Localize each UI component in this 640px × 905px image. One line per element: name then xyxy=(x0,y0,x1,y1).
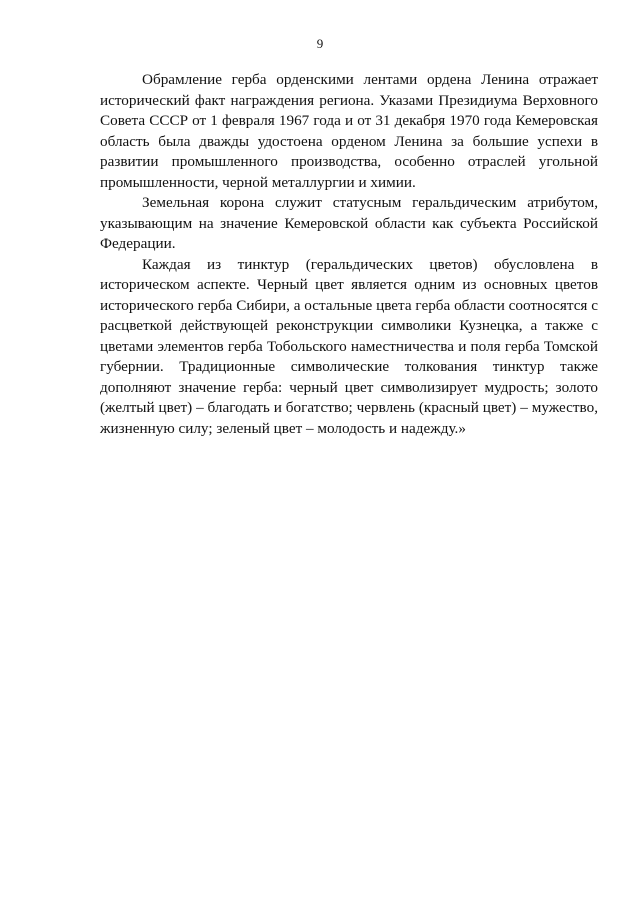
body-text xyxy=(100,70,598,439)
paragraph-order-ribbons: Обрамление герба орденскими лентами ордена Ленина отражает исторический факт награждения региона. Указами Президиума Верховного Совета СССР от 1 февраля 1967 года и от 31 декабря 1970 года Кемеровская область была дважды удостоена орденом Ленина за большие успехи в развитии промышленного производства, особенно отраслей угольной промышленности, черной металлургии и химии. xyxy=(100,71,598,191)
page-number: 9 xyxy=(316,36,324,51)
paragraph-crown: Земельная корона служит статусным геральдическим атрибутом, указывающим на значение Кемеровской области как субъекта Российской Федерации. xyxy=(100,194,598,252)
paragraph-tinctures: Каждая из тинктур (геральдических цветов) обусловлена в историческом аспекте. Черный цвет является одним из основных цветов исторического герба Сибири, а остальные цвета герба области соотносятся с расцветкой действующей реконструкции символики Кузнецка, а также с цветами элементов герба Тобольского наместничества и поля герба Томской губернии. Традиционные символические толкования тинктур также дополняют значение герба: черный цвет символизирует мудрость; золото (желтый цвет) – благодать и богатство; червлень (красный цвет) – мужество, жизненную силу; зеленый цвет – молодость и надежду.» xyxy=(100,255,598,437)
